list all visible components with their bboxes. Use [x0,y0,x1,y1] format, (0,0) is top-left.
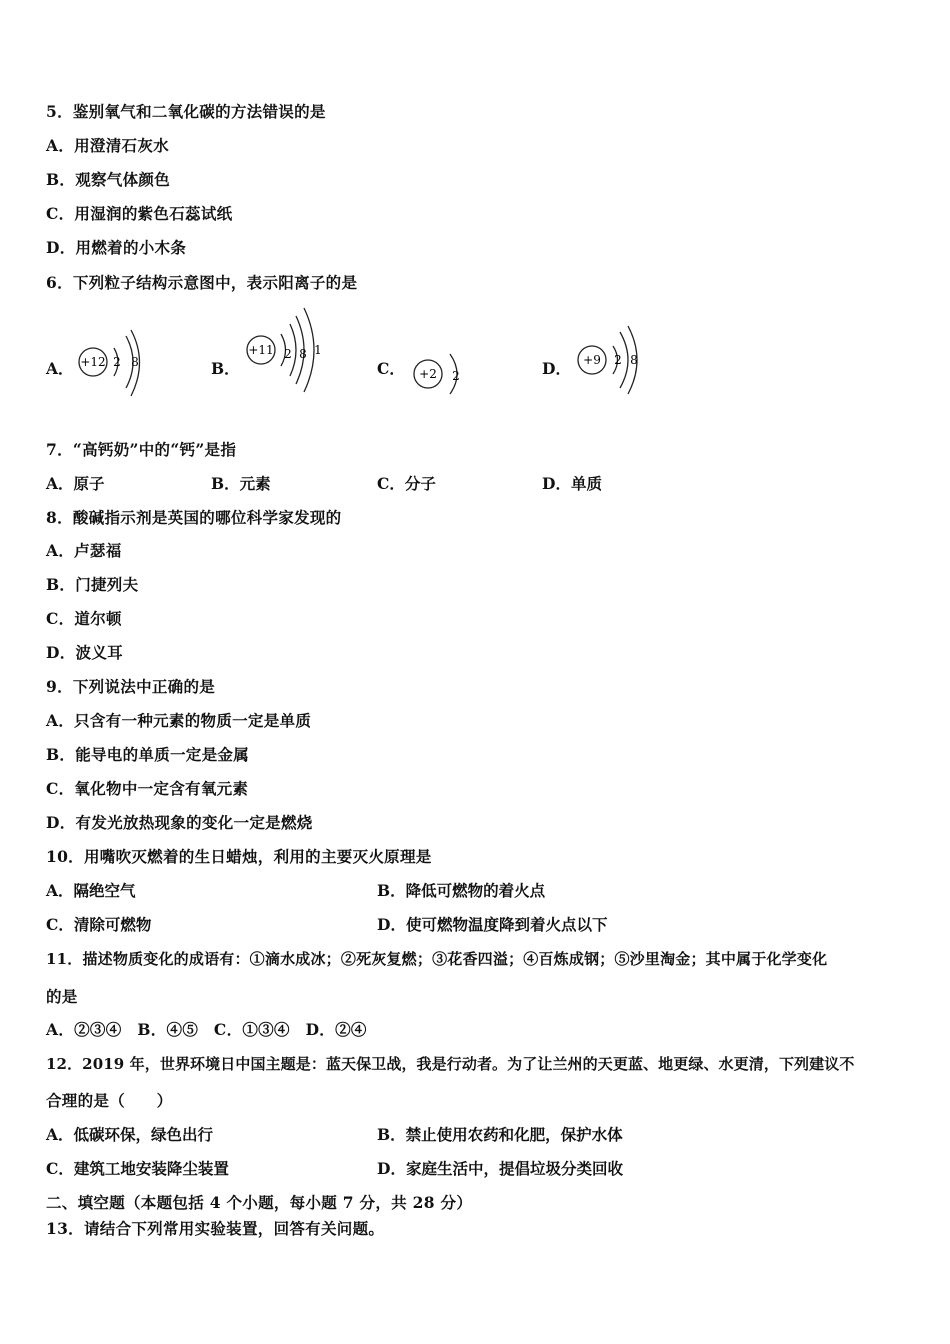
q12-option-b: B．禁止使用农药和化肥，保护水体 [377,1125,623,1144]
q6-option-c-label: C． [377,359,405,378]
q10-option-b: B．降低可燃物的着火点 [377,881,546,900]
q10-option-a: A．隔绝空气 [46,881,136,900]
q9-option-a: A．只含有一种元素的物质一定是单质 [46,711,312,730]
q9-stem: 9．下列说法中正确的是 [46,677,216,696]
q11-stem-line-1: 11．描述物质变化的成语有：①滴水成冰；②死灰复燃；③花香四溢；④百炼成钢；⑤沙里淘金；其中属于化学变化 [46,950,828,968]
q7-option-c: C．分子 [377,474,436,493]
q7-option-b: B．元素 [211,474,271,493]
q12-stem-line-2: 合理的是（ ） [46,1091,173,1110]
q8-option-a: A．卢瑟福 [46,541,122,560]
q5-option-a: A．用澄清石灰水 [46,136,169,155]
q5-option-d: D．用燃着的小木条 [46,238,187,257]
q9-option-d: D．有发光放热现象的变化一定是燃烧 [46,813,313,832]
atom-b-shell-3: 1 [314,343,322,357]
atom-b-shell-1: 2 [284,347,292,361]
q10-option-c: C．清除可燃物 [46,915,152,934]
atom-a-nucleus: +12 [80,355,106,369]
q11-stem-line-2: 的是 [46,987,78,1006]
q5-option-c: C．用湿润的紫色石蕊试纸 [46,204,233,223]
q5-option-b: B．观察气体颜色 [46,170,171,189]
atom-diagram-c [412,348,472,402]
q7-option-d: D．单质 [542,474,602,493]
atom-a-shell-2: 8 [131,355,139,369]
atom-diagram-d [576,322,656,404]
q10-option-d: D．使可燃物温度降到着火点以下 [377,915,608,934]
q12-option-c: C．建筑工地安装降尘装置 [46,1159,229,1178]
atom-d-shell-2: 8 [630,353,638,367]
q7-option-a: A．原子 [46,474,105,493]
q6-option-a-label: A． [46,359,74,378]
q13-stem: 13．请结合下列常用实验装置，回答有关问题。 [46,1219,385,1238]
q6-option-b-label: B． [211,359,240,378]
atom-b-nucleus: +11 [248,343,274,357]
atom-diagram-a [76,326,156,404]
atom-a-shell-1: 2 [113,355,121,369]
q8-option-d: D．波义耳 [46,643,123,662]
q9-option-b: B．能导电的单质一定是金属 [46,745,250,764]
q8-option-b: B．门捷列夫 [46,575,139,594]
q7-stem: 7．“高钙奶”中的“钙”是指 [46,440,237,459]
atom-c-shell-1: 2 [452,369,460,383]
atom-d-shell-1: 2 [614,353,622,367]
q6-option-d-label: D． [542,359,571,378]
atom-c-nucleus: +2 [419,367,437,381]
q12-option-a: A．低碳环保，绿色出行 [46,1125,214,1144]
q10-stem: 10．用嘴吹灭燃着的生日蜡烛，利用的主要灭火原理是 [46,847,432,866]
q9-option-c: C．氧化物中一定含有氧元素 [46,779,249,798]
q6-stem: 6．下列粒子结构示意图中，表示阳离子的是 [46,273,358,292]
q12-stem-line-1: 12．2019 年，世界环境日中国主题是：蓝天保卫战，我是行动者。为了让兰州的天更蓝、地更绿、水更清，下列建议不 [46,1055,855,1073]
q8-stem: 8．酸碱指示剂是英国的哪位科学家发现的 [46,508,342,527]
atom-d-nucleus: +9 [583,353,601,367]
q12-option-d: D．家庭生活中，提倡垃圾分类回收 [377,1159,623,1178]
q11-options: A．②③④ B．④⑤ C．①③④ D．②④ [46,1020,367,1039]
atom-diagram-b [244,306,334,400]
atom-b-shell-2: 8 [299,347,307,361]
section-2-title: 二、填空题（本题包括 4 个小题，每小题 7 分，共 28 分） [46,1193,473,1212]
q5-stem: 5．鉴别氧气和二氧化碳的方法错误的是 [46,102,326,121]
q8-option-c: C．道尔顿 [46,609,122,628]
